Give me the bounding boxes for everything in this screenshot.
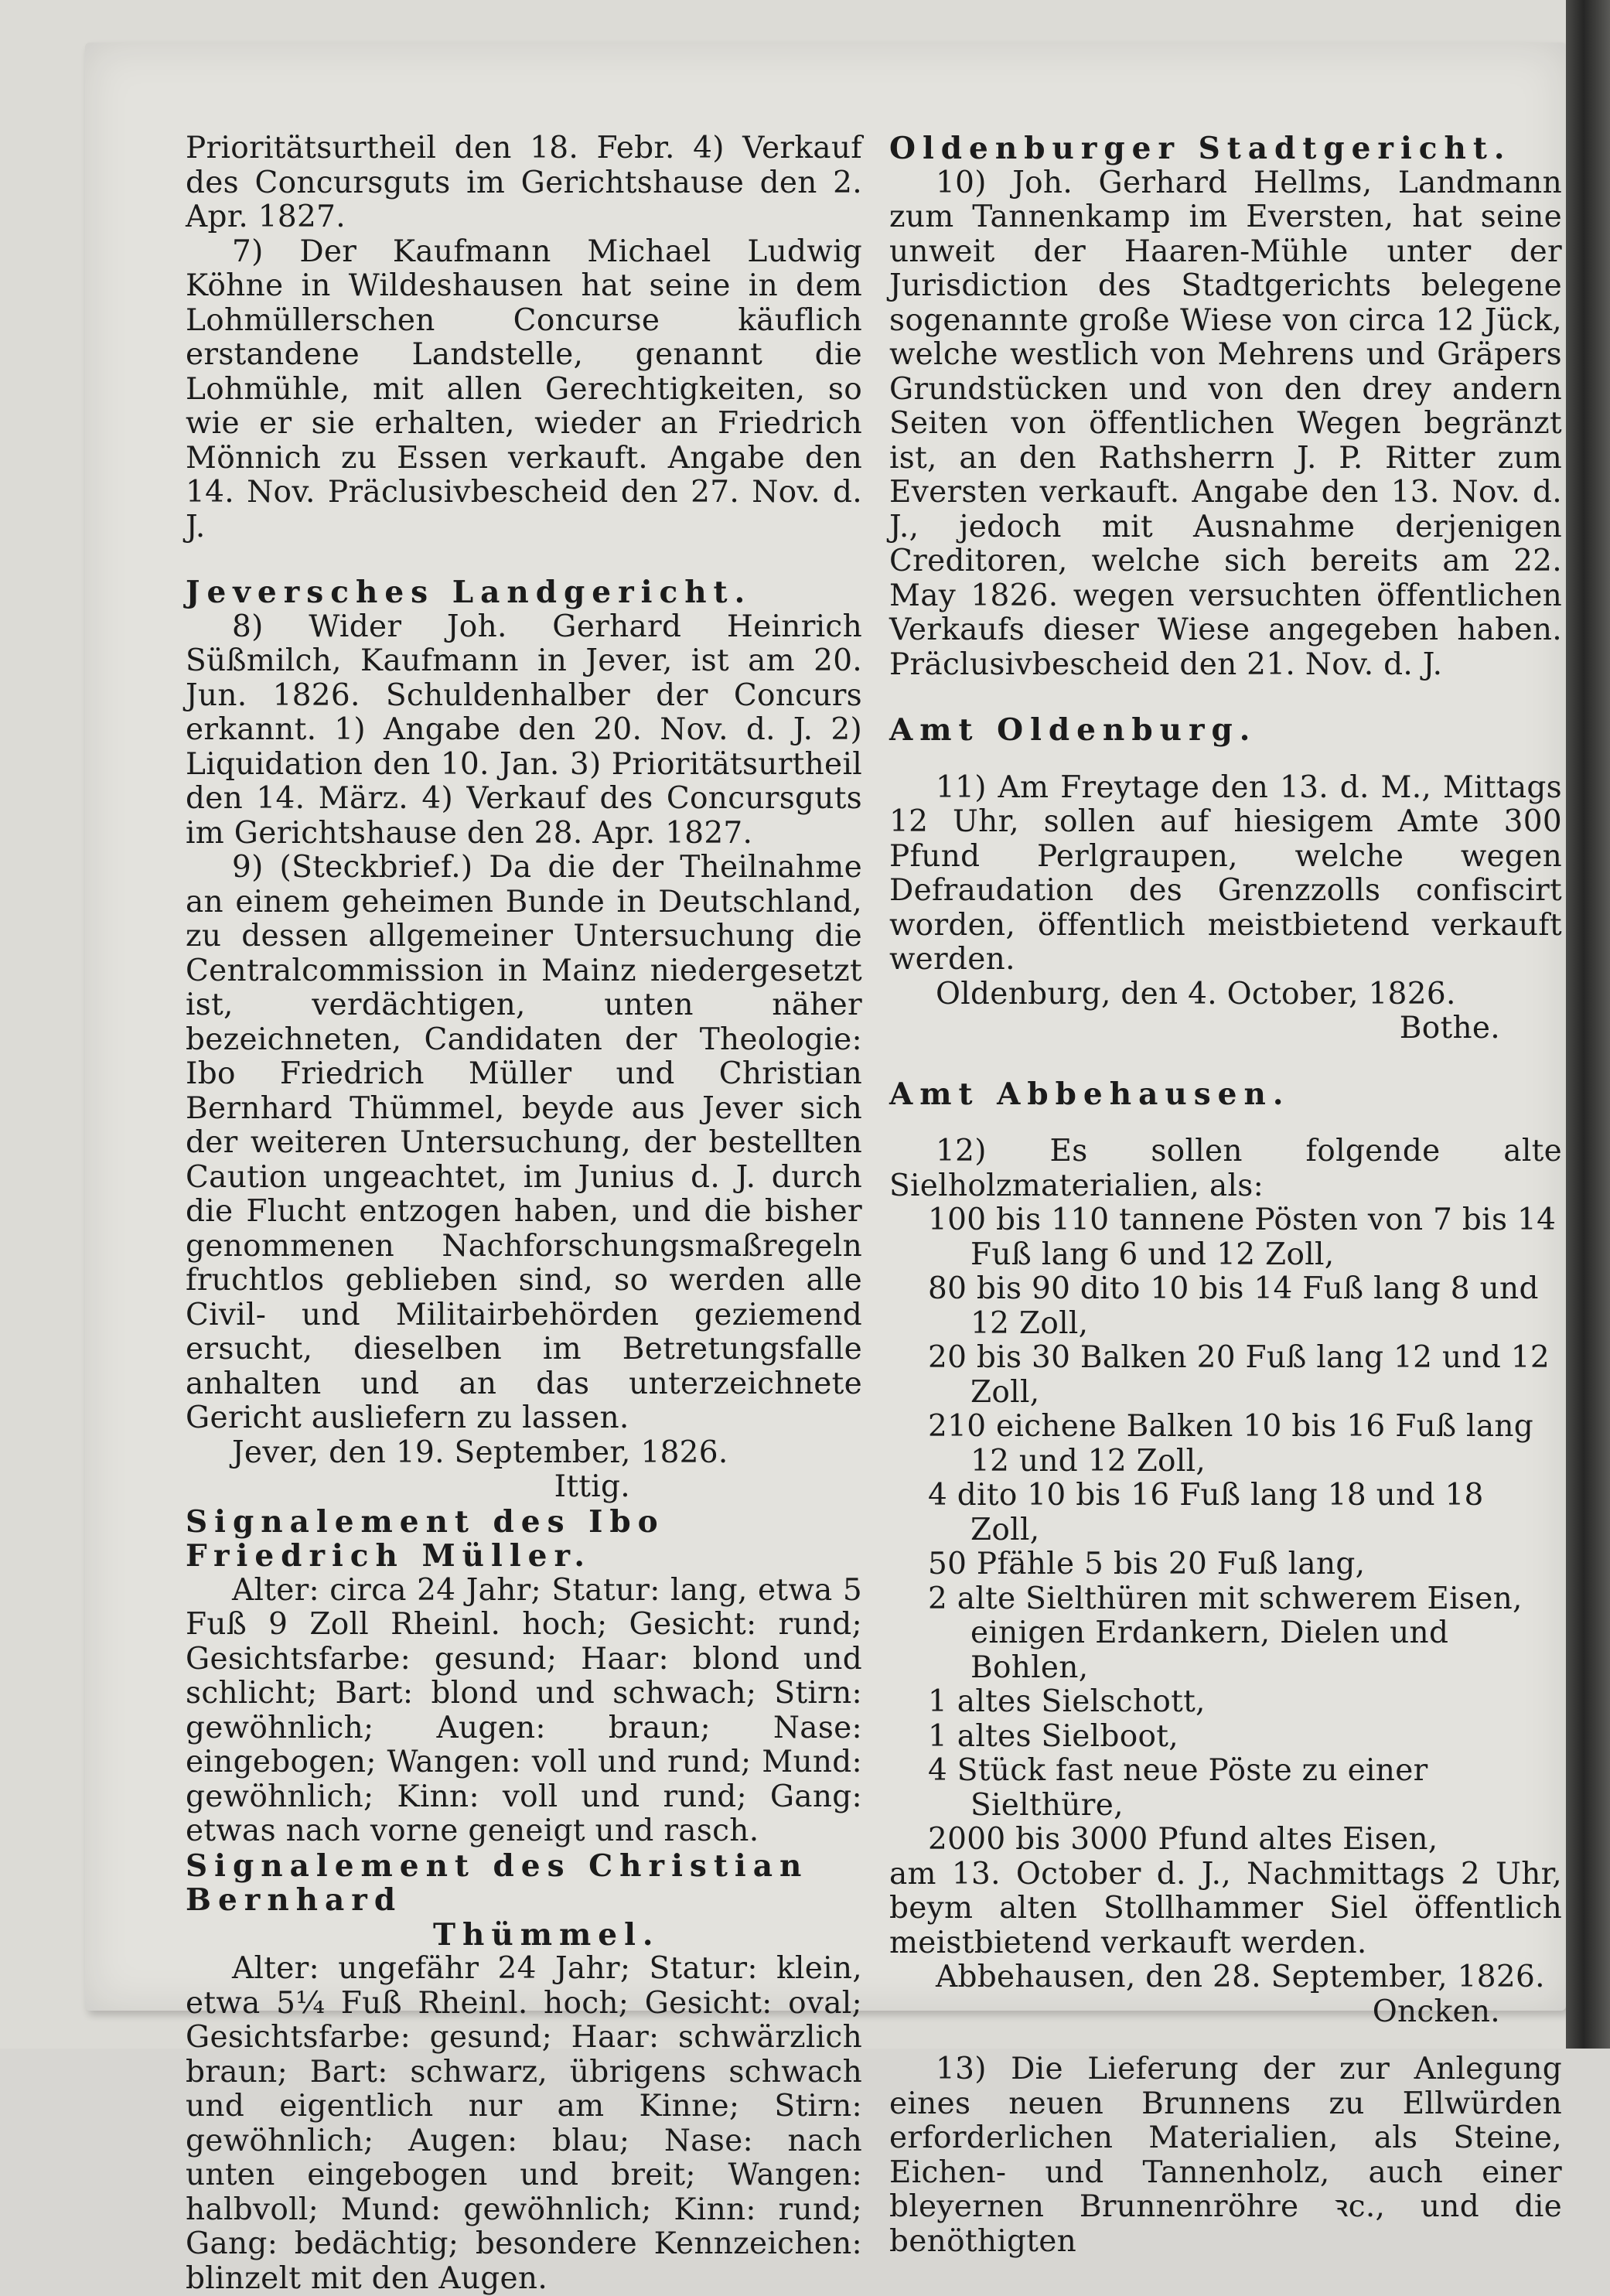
list-item: 100 bis 110 tannene Pösten von 7 bis 14 Fuß lang 6 und 12 Zoll, [928,1203,1557,1272]
list-item: 20 bis 30 Balken 20 Fuß lang 12 und 12 Zoll, [928,1340,1550,1410]
paragraph-13: 13) Die Lieferung der zur Anlegung eines neuen Brunnens zu Ellwürden erforderlichen Materialien, als Steine, Eichen- und Tannenholz, auch einer bleyernen Brunnenröhre ꝛc., und die benöthigten [889,2052,1562,2259]
materials-list [889,1203,1562,1858]
paragraph-signalement-mueller: Alter: circa 24 Jahr; Statur: lang, etwa 5 Fuß 9 Zoll Rheinl. hoch; Gesicht: rund; Gesichtsfarbe: gesund; Haar: blond und schlicht; Bart: blond und schwach; Stirn: gewöhnlich; Augen: braun; Nase: eingebogen; Wangen: voll und rund; Mund: gewöhnlich; Kinn: voll und rund; Gang: etwas nach vorne geneigt und rasch. [186,1572,862,1848]
place-date-oldenburg: Oldenburg, den 4. October, 1826. [936,976,1456,1012]
heading-signalement-mueller: Signalement des Ibo Friedrich Müller. [186,1503,665,1574]
list-item: 2 alte Sielthüren mit schwerem Eisen, einigen Erdankern, Dielen und Bohlen, [928,1581,1523,1685]
signature-oncken: Oncken. [1372,1994,1500,2029]
paragraph-9: 9) (Steckbrief.) Da die der Theilnahme an einem geheimen Bunde in Deutschland, zu dessen allgemeiner Untersuchung die Centralcommission in Mainz niedergesetzt ist, verdächtigen, unten näher bezeichneten, Candidaten der Theologie: Ibo Friedrich Müller und Christian Bernhard Thümmel, beyde aus Jever sich der weiteren Untersuchung, der bestellten Caution ungeachtet, im Junius d. J. durch die Flucht entzogen haben, und die bisher genommenen Nachforschungsmaßregeln fruchtlos geblieben sind, so werden alle Civil- und Militairbehörden geziemend ersucht, dieselben im Betretungsfalle anhalten und an das unterzeichnete Gericht ausliefern zu lassen. [186,850,862,1435]
signature-bothe: Bothe. [1399,1011,1500,1046]
heading-oldenburger-stadtgericht: Oldenburger Stadtgericht. [889,131,1512,166]
signature-ittig: Ittig. [554,1469,630,1504]
left-column [186,131,862,2296]
paragraph-12-continuation: am 13. October d. J., Nachmittags 2 Uhr, beym alten Stollhammer Siel öffentlich meistbietend verkauft werden. [889,1856,1562,1960]
paragraph-11: 11) Am Freytage den 13. d. M., Mittags 12 Uhr, sollen auf hiesigem Amte 300 Pfund Perlgraupen, welche wegen Defraudation des Grenzzolls confiscirt worden, öffentlich meistbietend verkauft werden. [889,769,1562,977]
list-item: 1 altes Sielboot, [928,1718,1179,1754]
place-date-jever: Jever, den 19. September, 1826. [232,1435,728,1470]
list-item: 4 Stück fast neue Pöste zu einer Sielthüre, [928,1753,1428,1823]
place-date-abbehausen: Abbehausen, den 28. September, 1826. [936,1960,1545,1994]
heading-jeversches-landgericht: Jeversches Landgericht. [186,575,752,610]
heading-signalement-thuemmel: Signalement des Christian Bernhard [186,1847,809,1918]
paragraph-signalement-thuemmel: Alter: ungefähr 24 Jahr; Statur: klein, etwa 5¼ Fuß Rheinl. hoch; Gesicht: oval; Gesichtsfarbe: gesund; Haar: schwärzlich braun; Bart: schwarz, übrigens schwach und eigentlich nur am Kinne; Stirn: gewöhnlich; Augen: blau; Nase: nach unten eingebogen und breit; Wangen: halbvoll; Mund: gewöhnlich; Kinn: rund; Gang: bedächtig; besondere Kennzeichen: blinzelt mit den Augen. [186,1951,862,2296]
paragraph-12: 12) Es sollen folgende alte Sielholzmaterialien, als: [889,1134,1562,1203]
paragraph-continuation: Prioritätsurtheil den 18. Febr. 4) Verkauf des Concursguts im Gerichtshause den 2. Apr. 1827. [186,131,862,234]
list-item: 50 Pfähle 5 bis 20 Fuß lang, [928,1547,1366,1581]
list-item: 80 bis 90 dito 10 bis 14 Fuß lang 8 und 12 Zoll, [928,1271,1539,1341]
heading-amt-oldenburg: Amt Oldenburg. [889,712,1257,748]
list-item: 210 eichene Balken 10 bis 16 Fuß lang 12 und 12 Zoll, [928,1409,1534,1479]
heading-amt-abbehausen: Amt Abbehausen. [889,1076,1291,1112]
list-item: 4 dito 10 bis 16 Fuß lang 18 und 18 Zoll, [928,1478,1484,1547]
paragraph-8: 8) Wider Joh. Gerhard Heinrich Süßmilch, Kaufmann in Jever, ist am 20. Jun. 1826. Schuldenhalber der Concurs erkannt. 1) Angabe den 20. Nov. d. J. 2) Liquidation den 10. Jan. 3) Prioritätsurtheil den 14. März. 4) Verkauf des Concursguts im Gerichtshause den 28. Apr. 1827. [186,609,862,851]
paragraph-7: 7) Der Kaufmann Michael Ludwig Köhne in Wildeshausen hat seine in dem Lohmüllerschen Concurse käuflich erstandene Landstelle, genannt die Lohmühle, mit allen Gerechtigkeiten, so wie er sie erhalten, wieder an Friedrich Mönnich zu Essen verkauft. Angabe den 14. Nov. Präclusivbescheid den 27. Nov. d. J. [186,234,862,544]
list-item: 2000 bis 3000 Pfund altes Eisen, [928,1822,1438,1857]
heading-signalement-thuemmel-name: Thümmel. [433,1916,660,1953]
paragraph-10: 10) Joh. Gerhard Hellms, Landmann zum Tannenkamp im Eversten, hat seine unweit der Haaren-Mühle unter der Jurisdiction des Stadtgerichts belegene sogenannte große Wiese von circa 12 Jück, welche westlich von Mehrens und Gräpers Grundstücken und von den drey andern Seiten von öffentlichen Wegen begränzt ist, an den Rathsherrn J. P. Ritter zum Eversten verkauft. Angabe den 13. Nov. d. J., jedoch mit Ausnahme derjenigen Creditoren, welche sich bereits am 22. May 1826. wegen versuchten öffentlichen Verkaufs dieser Wiese angegeben haben. Präclusivbescheid den 21. Nov. d. J. [889,165,1562,682]
list-item: 1 altes Sielschott, [928,1684,1206,1719]
right-column [889,131,1562,2259]
book-spine [1566,0,1610,2049]
